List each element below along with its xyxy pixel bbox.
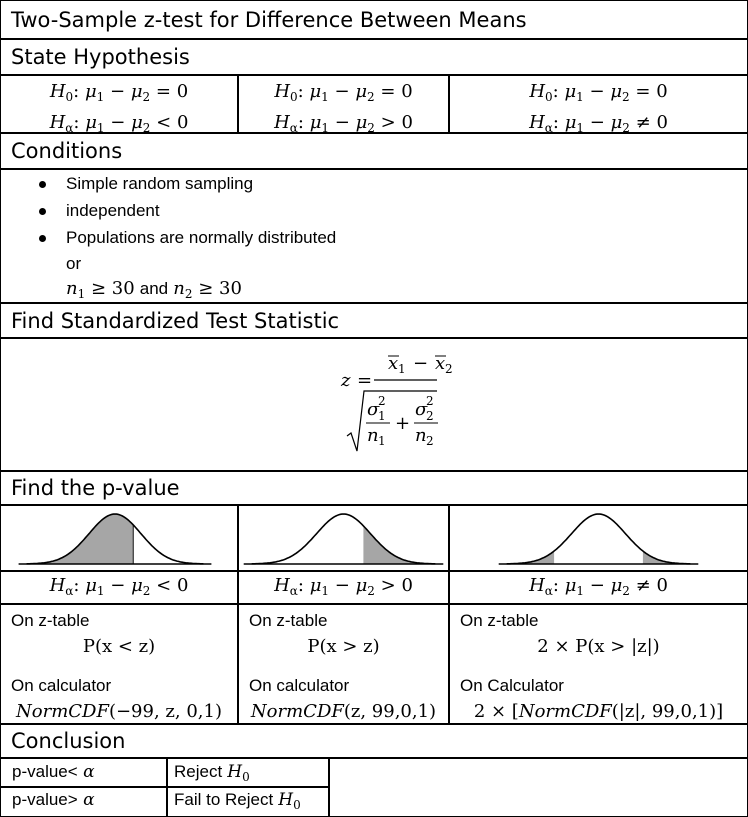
- conclusion-condition: p-value>: [12, 790, 78, 809]
- z-table-formula: P(x < z): [82, 636, 156, 657]
- svg-text:σ: σ: [415, 399, 428, 420]
- shaded-area: [27, 514, 133, 564]
- alt-hypothesis: $H_\alpha$: $\mu_1 - \mu_2 < 0$: [49, 575, 189, 598]
- section-title: State Hypothesis: [11, 45, 190, 69]
- h0-value: 0: [176, 81, 189, 102]
- alt-hypothesis: $H_\alpha$: $\mu_1 - \mu_2 \ne 0$: [529, 575, 668, 598]
- ha-value: 0: [656, 575, 668, 596]
- page-title-row: [1, 1, 747, 40]
- condition-item: Populations are normally distributed: [66, 228, 337, 247]
- divider: [1, 570, 747, 572]
- formula-graphic: [1, 341, 748, 471]
- svg-text:+: +: [395, 413, 411, 434]
- conclusion-decision: Fail to Reject: [174, 790, 274, 809]
- ha-value: 0: [656, 112, 668, 133]
- section-header-hypothesis: [1, 40, 747, 76]
- svg-text:x: x: [388, 353, 399, 374]
- calc-function: NormCDF: [16, 701, 109, 722]
- condition-or: or: [66, 254, 82, 273]
- null-hypothesis: $H_0$: $\mu_1 - \mu_2 = 0$: [274, 81, 413, 104]
- ha-value: 0: [401, 112, 413, 133]
- divider: [1, 786, 328, 788]
- svg-text:2: 2: [445, 362, 453, 376]
- condition-item: independent: [66, 201, 160, 220]
- svg-text:=: =: [357, 370, 373, 391]
- calculator-label: On calculator: [11, 676, 112, 695]
- z-table-formula: P(x > z): [307, 636, 380, 657]
- conclusion-decision: Reject: [174, 762, 223, 781]
- and-word: and: [139, 279, 169, 298]
- svg-text:2: 2: [426, 409, 434, 423]
- conclusion-condition: p-value<: [12, 762, 78, 781]
- ha-value: 0: [176, 112, 189, 133]
- alt-hypothesis: $H_\alpha$: $\mu_1 - \mu_2 < 0$: [49, 112, 189, 135]
- calculator-label: On Calculator: [460, 676, 564, 695]
- svg-text:2: 2: [378, 394, 386, 408]
- section-title: Conditions: [11, 139, 123, 163]
- section-title: Find the p-value: [11, 476, 180, 500]
- bullet-icon: [39, 235, 46, 242]
- z-table-formula: 2 × P(x > |z|): [537, 636, 660, 657]
- calc-prefix: 2 × [: [473, 701, 519, 722]
- svg-text:−: −: [413, 353, 429, 374]
- calc-function: NormCDF: [518, 701, 612, 722]
- null-hypothesis: $H_0$: $\mu_1 - \mu_2 = 0$: [529, 81, 668, 104]
- ha-value: 0: [176, 575, 189, 596]
- section-header-conditions: [1, 134, 747, 170]
- conclusion-row: Fail to Reject $H_0$: [174, 790, 301, 812]
- svg-text:2: 2: [426, 394, 434, 408]
- svg-text:1: 1: [398, 362, 406, 376]
- normal-curve-two-tail: [450, 508, 747, 570]
- ha-sign: <: [156, 575, 172, 596]
- n-threshold: 30: [111, 278, 135, 299]
- bullet-icon: [39, 181, 46, 188]
- calculator-label: On calculator: [249, 676, 350, 695]
- condition-item: Simple random sampling: [66, 174, 254, 193]
- calculator-formula: [239, 701, 448, 722]
- z-table-label: On z-table: [249, 611, 328, 630]
- ha-value: 0: [401, 575, 413, 596]
- section-title: Conclusion: [11, 729, 126, 753]
- conclusion-row: Reject $H_0$: [174, 762, 250, 784]
- svg-text:2: 2: [426, 434, 434, 448]
- conclusion-row: p-value< α: [12, 762, 95, 782]
- section-header-pvalue: [1, 472, 747, 506]
- ha-sign: >: [380, 575, 396, 596]
- divider: [1, 603, 747, 605]
- normal-curve-left-tail: [1, 508, 237, 570]
- svg-text:n: n: [415, 425, 427, 446]
- sample-size-condition: $n_1 \ge 30$ and $n_2 \ge 30$: [66, 278, 242, 301]
- calculator-formula: [1, 701, 237, 722]
- z-table-label: On z-table: [460, 611, 539, 630]
- h0-value: 0: [656, 81, 668, 102]
- ha-sign: <: [156, 112, 172, 133]
- calculator-formula: [450, 701, 747, 722]
- section-title: Find Standardized Test Statistic: [11, 309, 340, 333]
- h0-value: 0: [401, 81, 413, 102]
- calc-suffix: ]: [716, 701, 724, 722]
- calc-args: (−99, z, 0,1): [108, 701, 222, 722]
- normal-curve-right-tail: [239, 508, 448, 570]
- n-threshold: 30: [219, 278, 242, 299]
- svg-text:σ: σ: [367, 399, 380, 420]
- svg-text:n: n: [367, 425, 379, 446]
- alt-hypothesis: $H_\alpha$: $\mu_1 - \mu_2 > 0$: [274, 575, 413, 598]
- page-title: Two-Sample z-test for Difference Between Means: [11, 8, 527, 32]
- svg-text:1: 1: [378, 409, 386, 423]
- svg-text:x: x: [435, 353, 446, 374]
- calc-args: (|z|, 99,0,1): [611, 701, 717, 722]
- calc-function: NormCDF: [250, 701, 344, 722]
- ha-sign: >: [380, 112, 396, 133]
- bullet-icon: [39, 208, 46, 215]
- z-table-label: On z-table: [11, 611, 90, 630]
- null-hypothesis: $H_0$: $\mu_1 - \mu_2 = 0$: [49, 81, 189, 104]
- section-header-conclusion: [1, 725, 747, 759]
- svg-text:z: z: [341, 370, 351, 391]
- conclusion-row: p-value> α: [12, 790, 95, 810]
- ha-sign: ≠: [635, 575, 651, 596]
- alt-hypothesis: $H_\alpha$: $\mu_1 - \mu_2 > 0$: [274, 112, 413, 135]
- calc-args: (z, 99,0,1): [343, 701, 437, 722]
- alt-hypothesis: $H_\alpha$: $\mu_1 - \mu_2 \ne 0$: [529, 112, 668, 135]
- svg-text:1: 1: [378, 434, 386, 448]
- section-header-statistic: [1, 304, 747, 339]
- ha-sign: ≠: [635, 112, 651, 133]
